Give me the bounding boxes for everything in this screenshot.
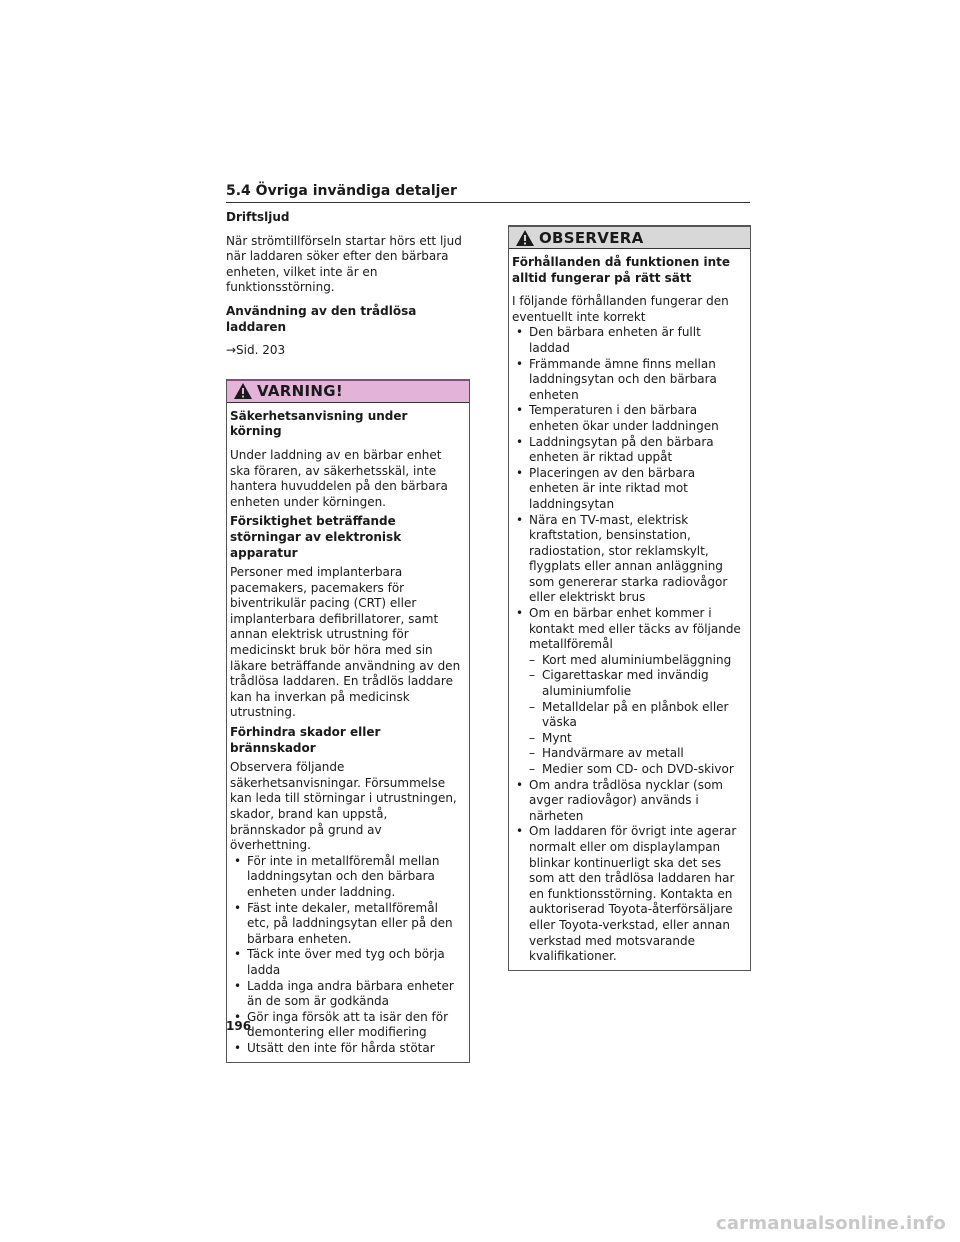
warning-triangle-icon — [233, 382, 253, 400]
list-item: • Om andra trådlösa nycklar (som avger radiovågor) används i närheten — [512, 778, 744, 825]
warning-box — [226, 379, 470, 1063]
warning-sub-burns: Förhindra skador eller brännskador — [230, 725, 381, 755]
list-item: • Ladda inga andra bärbara enheter än de som är godkända — [230, 979, 463, 1010]
warning-driving-text: Under laddning av en bärbar enhet ska föraren, av säkerhetsskäl, inte hantera huvuddelen på den bärbara enheten under körningen. — [230, 447, 448, 509]
list-item: • Laddningsytan på den bärbara enheten är riktad uppåt — [512, 435, 744, 466]
section-title: 5.4 Övriga invändiga detaljer — [226, 183, 457, 199]
list-item: • Fäst inte dekaler, metallföremål etc, på laddningsytan eller på den bärbara enheten. — [230, 901, 463, 948]
list-item-text: Om en bärbar enhet kommer i kontakt med eller täcks av följande metallföremål — [529, 606, 741, 652]
warning-title: VARNING! — [257, 382, 343, 401]
left-column — [226, 210, 470, 1063]
operating-sound-text: När strömtillförseln startar hörs ett ljud när laddaren söker efter den bärbara enheten, vilket inte är en funktionsstörning. — [226, 233, 462, 295]
page-number: 196 — [226, 1019, 252, 1033]
warning-title-bar — [227, 379, 469, 403]
warning-interference-text: Personer med implanterbara pacemakers, pacemakers för biventrikulär pacing (CRT) eller implanterbara defibrillatorer, samt annan elektrisk utrustning för medicinskt bruk bör höra med sin läkare beträffande användning av den trådlösa laddaren. En trådlös laddare kan ha inverkan på medicinsk utrustning. — [230, 565, 461, 720]
heading-operating-sound: Driftsljud — [226, 210, 290, 224]
right-column — [508, 225, 751, 971]
list-item: • För inte in metallföremål mellan laddningsytan och den bärbara enheten under laddning. — [230, 854, 463, 901]
list-item: • Gör inga försök att ta isär den för demontering eller modifiering — [230, 1010, 463, 1041]
notice-title: OBSERVERA — [539, 228, 644, 247]
sub-list-item: – Cigarettaskar med invändig aluminiumfolie — [529, 668, 744, 699]
list-item: • Nära en TV-mast, elektrisk kraftstation, bensinstation, radiostation, stor reklamskylt, flygplats eller annan anläggning som genererar starka radiovågor eller elektriskt brus — [512, 513, 744, 607]
notice-bullet-list — [512, 325, 744, 964]
section-header — [226, 180, 750, 203]
notice-intro-text: I följande förhållanden fungerar den eventuellt inte korrekt — [512, 294, 729, 324]
sub-list-item: – Metalldelar på en plånbok eller väska — [529, 700, 744, 731]
notice-body — [509, 249, 750, 970]
page-reference-link[interactable]: →Sid. 203 — [226, 343, 286, 358]
notice-box — [508, 225, 751, 971]
warning-body — [227, 403, 469, 1062]
list-item: • Utsätt den inte för hårda stötar — [230, 1041, 463, 1057]
list-item: • Främmande ämne finns mellan laddningsytan och den bärbara enheten — [512, 357, 744, 404]
sub-list-item: – Handvärmare av metall — [529, 746, 744, 762]
list-item: • Den bärbara enheten är fullt laddad — [512, 325, 744, 356]
sub-list-item: – Mynt — [529, 731, 744, 747]
sub-list-item: – Medier som CD- och DVD-skivor — [529, 762, 744, 778]
list-item: • Om laddaren för övrigt inte agerar normalt eller om displaylampan blinkar kontinuerligt ska det ses som att den trådlösa laddaren har en funktionsstörning. Kontakta en auktoriserad Toyota-återförsäljare eller Toyota-verkstad, eller annan verkstad med motsvarande kvalifikationer. — [512, 824, 744, 964]
warning-bullet-list — [230, 854, 463, 1057]
watermark: carmanualsonline.info — [715, 1213, 946, 1234]
warning-sub-driving: Säkerhetsanvisning under körning — [230, 408, 408, 439]
heading-using-charger: Användning av den trådlösa laddaren — [226, 303, 417, 334]
notice-triangle-icon — [515, 229, 535, 247]
warning-sub-interference: Försiktighet beträffande störningar av elektronisk apparatur — [230, 514, 402, 560]
list-item: • Placeringen av den bärbara enheten är inte riktad mot laddningsytan — [512, 466, 744, 513]
list-item — [512, 606, 744, 778]
sub-list-item: – Kort med aluminiumbeläggning — [529, 653, 744, 669]
list-item: • Temperaturen i den bärbara enheten ökar under laddningen — [512, 403, 744, 434]
notice-sub-conditions: Förhållanden då funktionen inte alltid fungerar på rätt sätt — [512, 255, 731, 285]
list-item: • Täck inte över med tyg och börja ladda — [230, 947, 463, 978]
metal-objects-sublist — [529, 653, 744, 778]
warning-burns-text: Observera följande säkerhetsanvisningar. Försummelse kan leda till störningar i utrustningen, skador, brand kan uppstå, brännskador på grund av överhettning. — [230, 760, 457, 853]
notice-title-bar — [509, 225, 750, 249]
